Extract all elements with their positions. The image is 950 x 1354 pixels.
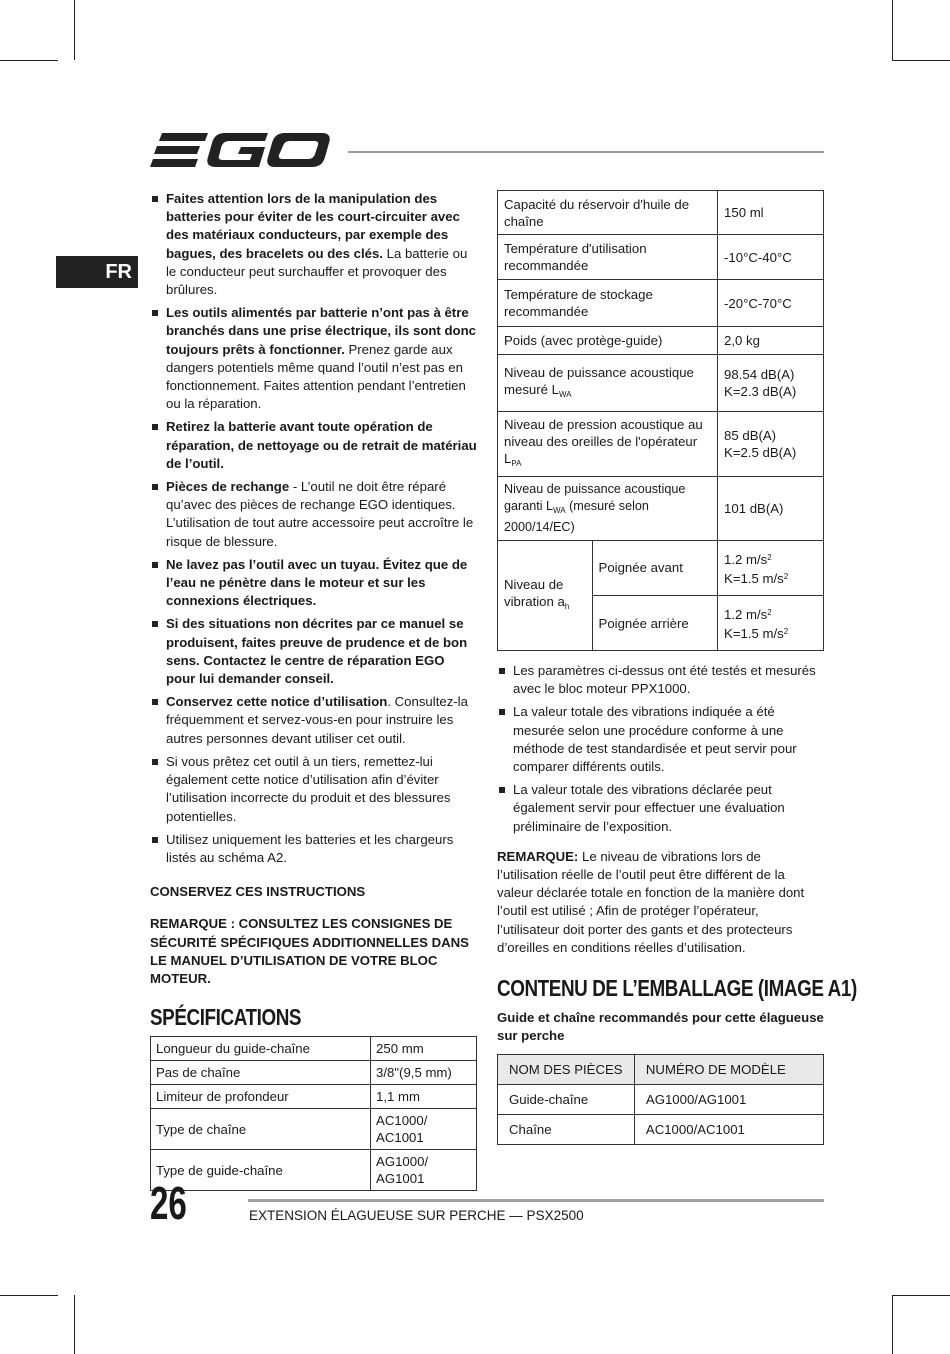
table-row: Poids (avec protège-guide) 2,0 kg [498, 327, 824, 355]
pack-subtitle: Guide et chaîne recommandés pour cette élagueuse sur perche [497, 1010, 824, 1044]
table-row: Longueur du guide-chaîne 250 mm [151, 1037, 477, 1061]
table-row: Température de stockage recommandée -20°C-70°C [498, 280, 824, 327]
table-row: Type de guide-chaîne AG1000/ AG1001 [151, 1150, 477, 1191]
crop-mark [892, 1295, 893, 1354]
guaranteed-cell: Niveau de puissance acoustique garanti $L_{WA}$ (mesuré selon 2000/14/EC) [498, 477, 718, 541]
list-item: Si vous prêtez cet outil à un tiers, remettez-lui également cette notice d’utilisation afin d’éviter l’utilisation incorrecte du produit et des blessures potentielles. [150, 753, 477, 826]
crop-mark [892, 60, 950, 61]
language-tab: FR [56, 256, 138, 288]
spec-table-right [497, 190, 824, 651]
crop-mark [0, 60, 58, 61]
test-notes-list [497, 662, 824, 836]
list-item: Pièces de rechange - L’outil ne doit être réparé qu’avec des pièces de rechange EGO identiques. L’utilisation de tout autre accessoire peut accroître le risque de blessure. [150, 478, 477, 551]
crop-mark [0, 1295, 58, 1296]
lwa-cell: Niveau de puissance acoustique mesuré $L_{WA}$ [498, 355, 718, 412]
lpa-cell: Niveau de pression acoustique au niveau des oreilles de l'opérateur $L_{PA}$ [498, 412, 718, 477]
list-item: La valeur totale des vibrations indiquée a été mesurée selon une procédure conforme à une méthode de test standardisée et peut servir pour comparer différents outils. [497, 703, 824, 776]
conserve-heading: CONSERVEZ CES INSTRUCTIONS [150, 884, 366, 900]
page-number: 26 [150, 1177, 187, 1229]
ego-logo [150, 130, 330, 175]
table-row: Type de chaîne AC1000/ AC1001 [151, 1109, 477, 1150]
table-row: Niveau de puissance acoustique garanti $L_{WA}$ (mesuré selon 2000/14/EC) 101 dB(A) [498, 477, 824, 541]
list-item: Retirez la batterie avant toute opération de réparation, de nettoyage ou de retrait de matériau de l’outil. [150, 418, 477, 473]
crop-mark [892, 0, 893, 60]
right-column [497, 190, 857, 1145]
crop-mark [74, 0, 75, 60]
table-row: Limiteur de profondeur 1,1 mm [151, 1085, 477, 1109]
pack-table [497, 1054, 824, 1145]
footer-rule [248, 1199, 824, 1202]
list-item: Si des situations non décrites par ce manuel se produisent, faites preuve de prudence et de bon sens. Contactez le centre de réparation EGO pour lui demander conseil. [150, 615, 477, 688]
list-item: Conservez cette notice d’utilisation. Consultez-la fréquemment et servez-vous-en pour instruire les autres personnes devant utiliser cet outil. [150, 693, 477, 748]
remarque-note: REMARQUE : CONSULTEZ LES CONSIGNES DE SÉCURITÉ SPÉCIFIQUES ADDITIONNELLES DANS LE MANUEL D’UTILISATION DE VOTRE BLOC MOTEUR. [150, 916, 469, 986]
spec-table-left [150, 1036, 477, 1191]
list-item: Les paramètres ci-dessus ont été testés et mesurés avec le bloc moteur PPX1000. [497, 662, 824, 698]
header-rule [348, 151, 824, 153]
table-row: Niveau de pression acoustique au niveau des oreilles de l'opérateur $L_{PA}$ 85 dB(A) K=2.5 dB(A) [498, 412, 824, 477]
list-item: Utilisez uniquement les batteries et les chargeurs listés au schéma A2. [150, 831, 477, 867]
table-row: Pas de chaîne 3/8"(9,5 mm) [151, 1061, 477, 1085]
vibration-cell: Niveau de vibration $a_h$ [498, 541, 593, 651]
table-row: Chaîne AC1000/AC1001 [498, 1114, 824, 1144]
table-row: Capacité du réservoir d'huile de chaîne 150 ml [498, 191, 824, 235]
left-column [150, 190, 477, 1191]
table-row: Niveau de puissance acoustique mesuré $L_{WA}$ 98.54 dB(A) K=2.3 dB(A) [498, 355, 824, 412]
table-header-row: NOM DES PIÈCES NUMÉRO DE MODÈLE [498, 1054, 824, 1084]
table-row: Niveau de vibration $a_h$ Poignée avant 1.2 $m/s^2$ K=1.5 $m/s^2$ [498, 541, 824, 596]
vibration-note: REMARQUE: Le niveau de vibrations lors de l’utilisation réelle de l’outil peut être différent de la valeur déclarée totale en fonction de la manière dont l’outil est utilisé ; Afin de protéger l’opérateur, l’utilisateur doit porter des gants et des protecteurs d’oreilles en conditions réelles d’utilisation. [497, 848, 805, 955]
crop-mark [892, 1295, 950, 1296]
list-item: Ne lavez pas l’outil avec un tuyau. Évitez que de l’eau ne pénètre dans le moteur et sur les connexions électriques. [150, 556, 477, 611]
list-item: Les outils alimentés par batterie n’ont pas à être branchés dans une prise électrique, ils sont donc toujours prêts à fonctionner. Prenez garde aux dangers potentiels même quand l’outil n’est pas en fonctionnement. Faites attention pendant l’entretien ou la réparation. [150, 304, 477, 413]
pack-title: CONTENU DE L’EMBALLAGE (IMAGE A1) [497, 975, 857, 1002]
footer-title: EXTENSION ÉLAGUEUSE SUR PERCHE — PSX2500 [249, 1208, 584, 1223]
table-row: Poignée arrière 1.2 $m/s^2$ K=1.5 $m/s^2$ [498, 596, 824, 651]
table-row: Température d'utilisation recommandée -10°C-40°C [498, 235, 824, 280]
crop-mark [74, 1295, 75, 1354]
table-row: Guide-chaîne AG1000/AG1001 [498, 1084, 824, 1114]
safety-list [150, 190, 477, 867]
spec-title: SPÉCIFICATIONS [150, 1004, 302, 1031]
list-item: La valeur totale des vibrations déclarée peut également servir pour effectuer une évaluation préliminaire de l’exposition. [497, 781, 824, 836]
list-item: Faites attention lors de la manipulation des batteries pour éviter de les court-circuiter avec des matériaux conducteurs, par exemple des bagues, des bracelets ou des clés. La batterie ou le conducteur peut surchauffer et provoquer des brûlures. [150, 190, 477, 299]
